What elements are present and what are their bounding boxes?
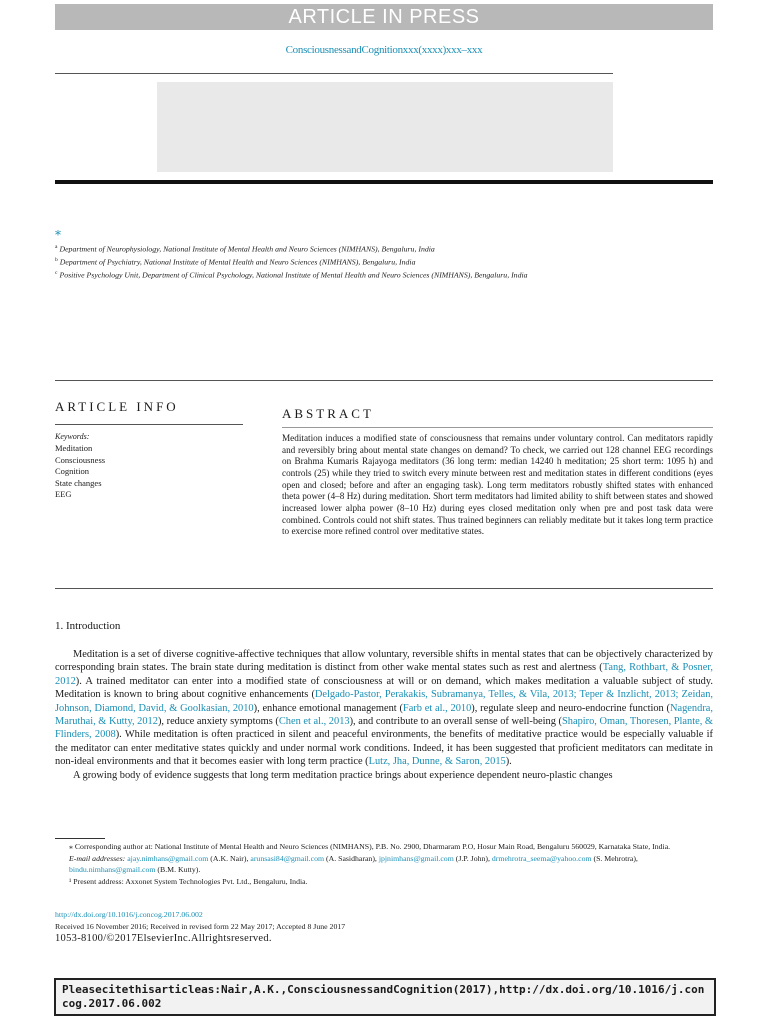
article-info-heading: ARTICLE INFO <box>55 399 179 414</box>
article-info-top-divider <box>55 380 713 381</box>
article-in-press-banner <box>55 4 713 30</box>
keyword-item: Consciousness <box>55 455 106 465</box>
email-footnote: E-mail addresses: ajay.nimhans@gmail.com (A.K. Nair), arunsasi84@gmail.com (A. Sasidharan), jpjnimhans@gmail.com (J.P. John), drmehrotra_seema@yahoo.com (S. Mehrotra), bindu.nimhans@gmail.com (B.M. Kutty). <box>69 853 638 874</box>
introduction-paragraph-1: Meditation is a set of diverse cognitive-affective techniques that allow voluntary, reversible shifts in mental states that can be objectively characterized by corresponding brain states. The brain state during meditation is distinct from other wake mental states such as rest and alertness (Tang, Rothbart, & Posner, 2012). A trained meditator can enter into a modified state of consciousness at will or on demand, which makes meditation a valuable subject of study. Meditation is known to bring about cognitive enhancements (Delgado-Pastor, Perakakis, Subramanya, Telles, & Vila, 2013; Teper & Inzlicht, 2013; Zeidan, Johnson, Diamond, David, & Goolkasian, 2010), enhance emotional management (Farb et al., 2010), regulate sleep and neuro-endocrine function (Nagendra, Maruthai, & Kutty, 2012), reduce anxiety symptoms (Chen et al., 2013), and contribute to an overall sense of well-being (Shapiro, Oman, Thoresen, Plante, & Flinders, 2008). While meditation is often practiced in silent and peaceful environments, the benefits of meditative practice would be especially valuable if the meditator can enter meditative states quickly and under normal work conditions. Indeed, it has been suggested that proficient meditators can meditate in non-ideal environments and that it becomes easier with long term practice (Lutz, Jha, Dunne, & Saron, 2015). <box>55 649 714 768</box>
journal-logo-placeholder <box>157 82 613 172</box>
email-link[interactable]: jpjnimhans@gmail.com <box>378 853 454 863</box>
doi-link[interactable]: http://dx.doi.org/10.1016/j.concog.2017.06.002 <box>55 910 203 919</box>
abstract-underline <box>282 427 713 428</box>
keyword-item: State changes <box>55 478 102 488</box>
keyword-item: Meditation <box>55 443 93 453</box>
email-link[interactable]: bindu.nimhans@gmail.com <box>69 865 156 874</box>
citation-link[interactable]: Shapiro, Oman, Thoresen, Plante, & Flinders, 2008 <box>55 716 714 741</box>
received-dates: Received 16 November 2016; Received in revised form 22 May 2017; Accepted 8 June 2017 <box>55 922 346 931</box>
abstract-heading: ABSTRACT <box>282 406 374 421</box>
citation-box <box>54 978 716 1016</box>
footnote-divider <box>55 838 105 839</box>
citation-link[interactable]: Lutz, Jha, Dunne, & Saron, 2015 <box>368 756 506 768</box>
corresponding-author-footnote: ⁎ Corresponding author at: National Institute of Mental Health and Neuro Sciences (NIMHANS), P.B. No. 2900, Dharmaram P.O, Hosur Main Road, Bengaluru 560029, Karnataka State, India. <box>69 842 671 851</box>
citation-link[interactable]: Nagendra, Maruthai, & Kutty, 2012 <box>55 702 713 728</box>
citation-link[interactable]: Tang, Rothbart, & Posner, 2012 <box>55 662 713 687</box>
introduction-paragraph-2: A growing body of evidence suggests that long term meditation practice brings about experience dependent neuro-plastic changes <box>73 769 613 781</box>
keywords-label: Keywords: <box>55 432 90 441</box>
present-address-footnote: ¹ Present address: Axxonet System Technologies Pvt. Ltd., Bengaluru, India. <box>69 876 308 886</box>
affiliation-a: $^a$ Department of Neurophysiology, National Institute of Mental Health and Neuro Sciences (NIMHANS), Bengaluru, India <box>55 244 435 254</box>
section-heading-introduction: 1. Introduction <box>55 620 121 632</box>
affiliation-c: $^c$ Positive Psychology Unit, Department of Clinical Psychology, National Institute of Mental Health and Neuro Sciences (NIMHANS), Bengaluru, India <box>55 270 528 280</box>
citation-text: Pleasecitethisarticleas:Nair,A.K.,ConsciousnessandCognition(2017),http://dx.doi.org/10.1016/j.concog.2017.06.002 <box>62 983 705 1010</box>
title-divider <box>55 180 713 184</box>
email-link[interactable]: drmehrotra_seema@yahoo.com <box>491 853 592 863</box>
citation-link[interactable]: Chen et al., 2013 <box>278 716 350 728</box>
header-divider <box>55 73 613 74</box>
citation-link[interactable]: Farb et al., 2010 <box>402 702 472 714</box>
journal-citation-line[interactable]: ConsciousnessandCognitionxxx(xxxx)xxx–xxx <box>285 44 483 56</box>
abstract-bottom-divider <box>55 588 713 589</box>
keyword-item: EEG <box>55 489 72 499</box>
email-link[interactable]: ajay.nimhans@gmail.com <box>127 853 209 863</box>
email-link[interactable]: arunsasi84@gmail.com <box>250 853 325 863</box>
affiliation-b: $^b$ Department of Psychiatry, National Institute of Mental Health and Neuro Sciences (NIMHANS), Bengaluru, India <box>55 257 416 267</box>
keyword-item: Cognition <box>55 466 90 476</box>
article-info-underline <box>55 424 243 425</box>
issn-copyright: 1053-8100/©2017ElsevierInc.Allrightsreserved. <box>55 933 272 944</box>
footnotes <box>55 841 713 887</box>
corresponding-author-mark[interactable]: ⁎ <box>55 224 61 238</box>
abstract-text: Meditation induces a modified state of consciousness that remains under voluntary control. Can meditators rapidly and reversibly bring about mental state changes on demand? To check, we carried out 128 channel EEG recordings on Brahma Kumaris Rajayoga meditators (36 long term: median 14240 h meditation; 25 short term: 1095 h) and controls (25) while they tried to switch every minute between rest and meditation states in different conditions (eyes open and closed; before and after an engaging task). Long term meditators robustly shifted states with enhanced theta power (4–8 Hz) during meditation. Short term meditators had limited ability to shift between states and showed increased lower alpha power (8–10 Hz) during eyes closed meditation only when pre and post task data were combined. Controls could not shift states. Thus trained beginners can reliably meditate but it takes long term practice to exercise more refined control over meditative states. <box>282 433 713 537</box>
introduction-body <box>55 648 713 782</box>
banner-text: ARTICLE IN PRESS <box>288 6 480 28</box>
citation-link[interactable]: Delgado-Pastor, Perakakis, Subramanya, Telles, & Vila, 2013; Teper & Inzlicht, 2013; Zeidan, Johnson, Diamond, David, & Goolkasian, 2010 <box>55 689 714 714</box>
